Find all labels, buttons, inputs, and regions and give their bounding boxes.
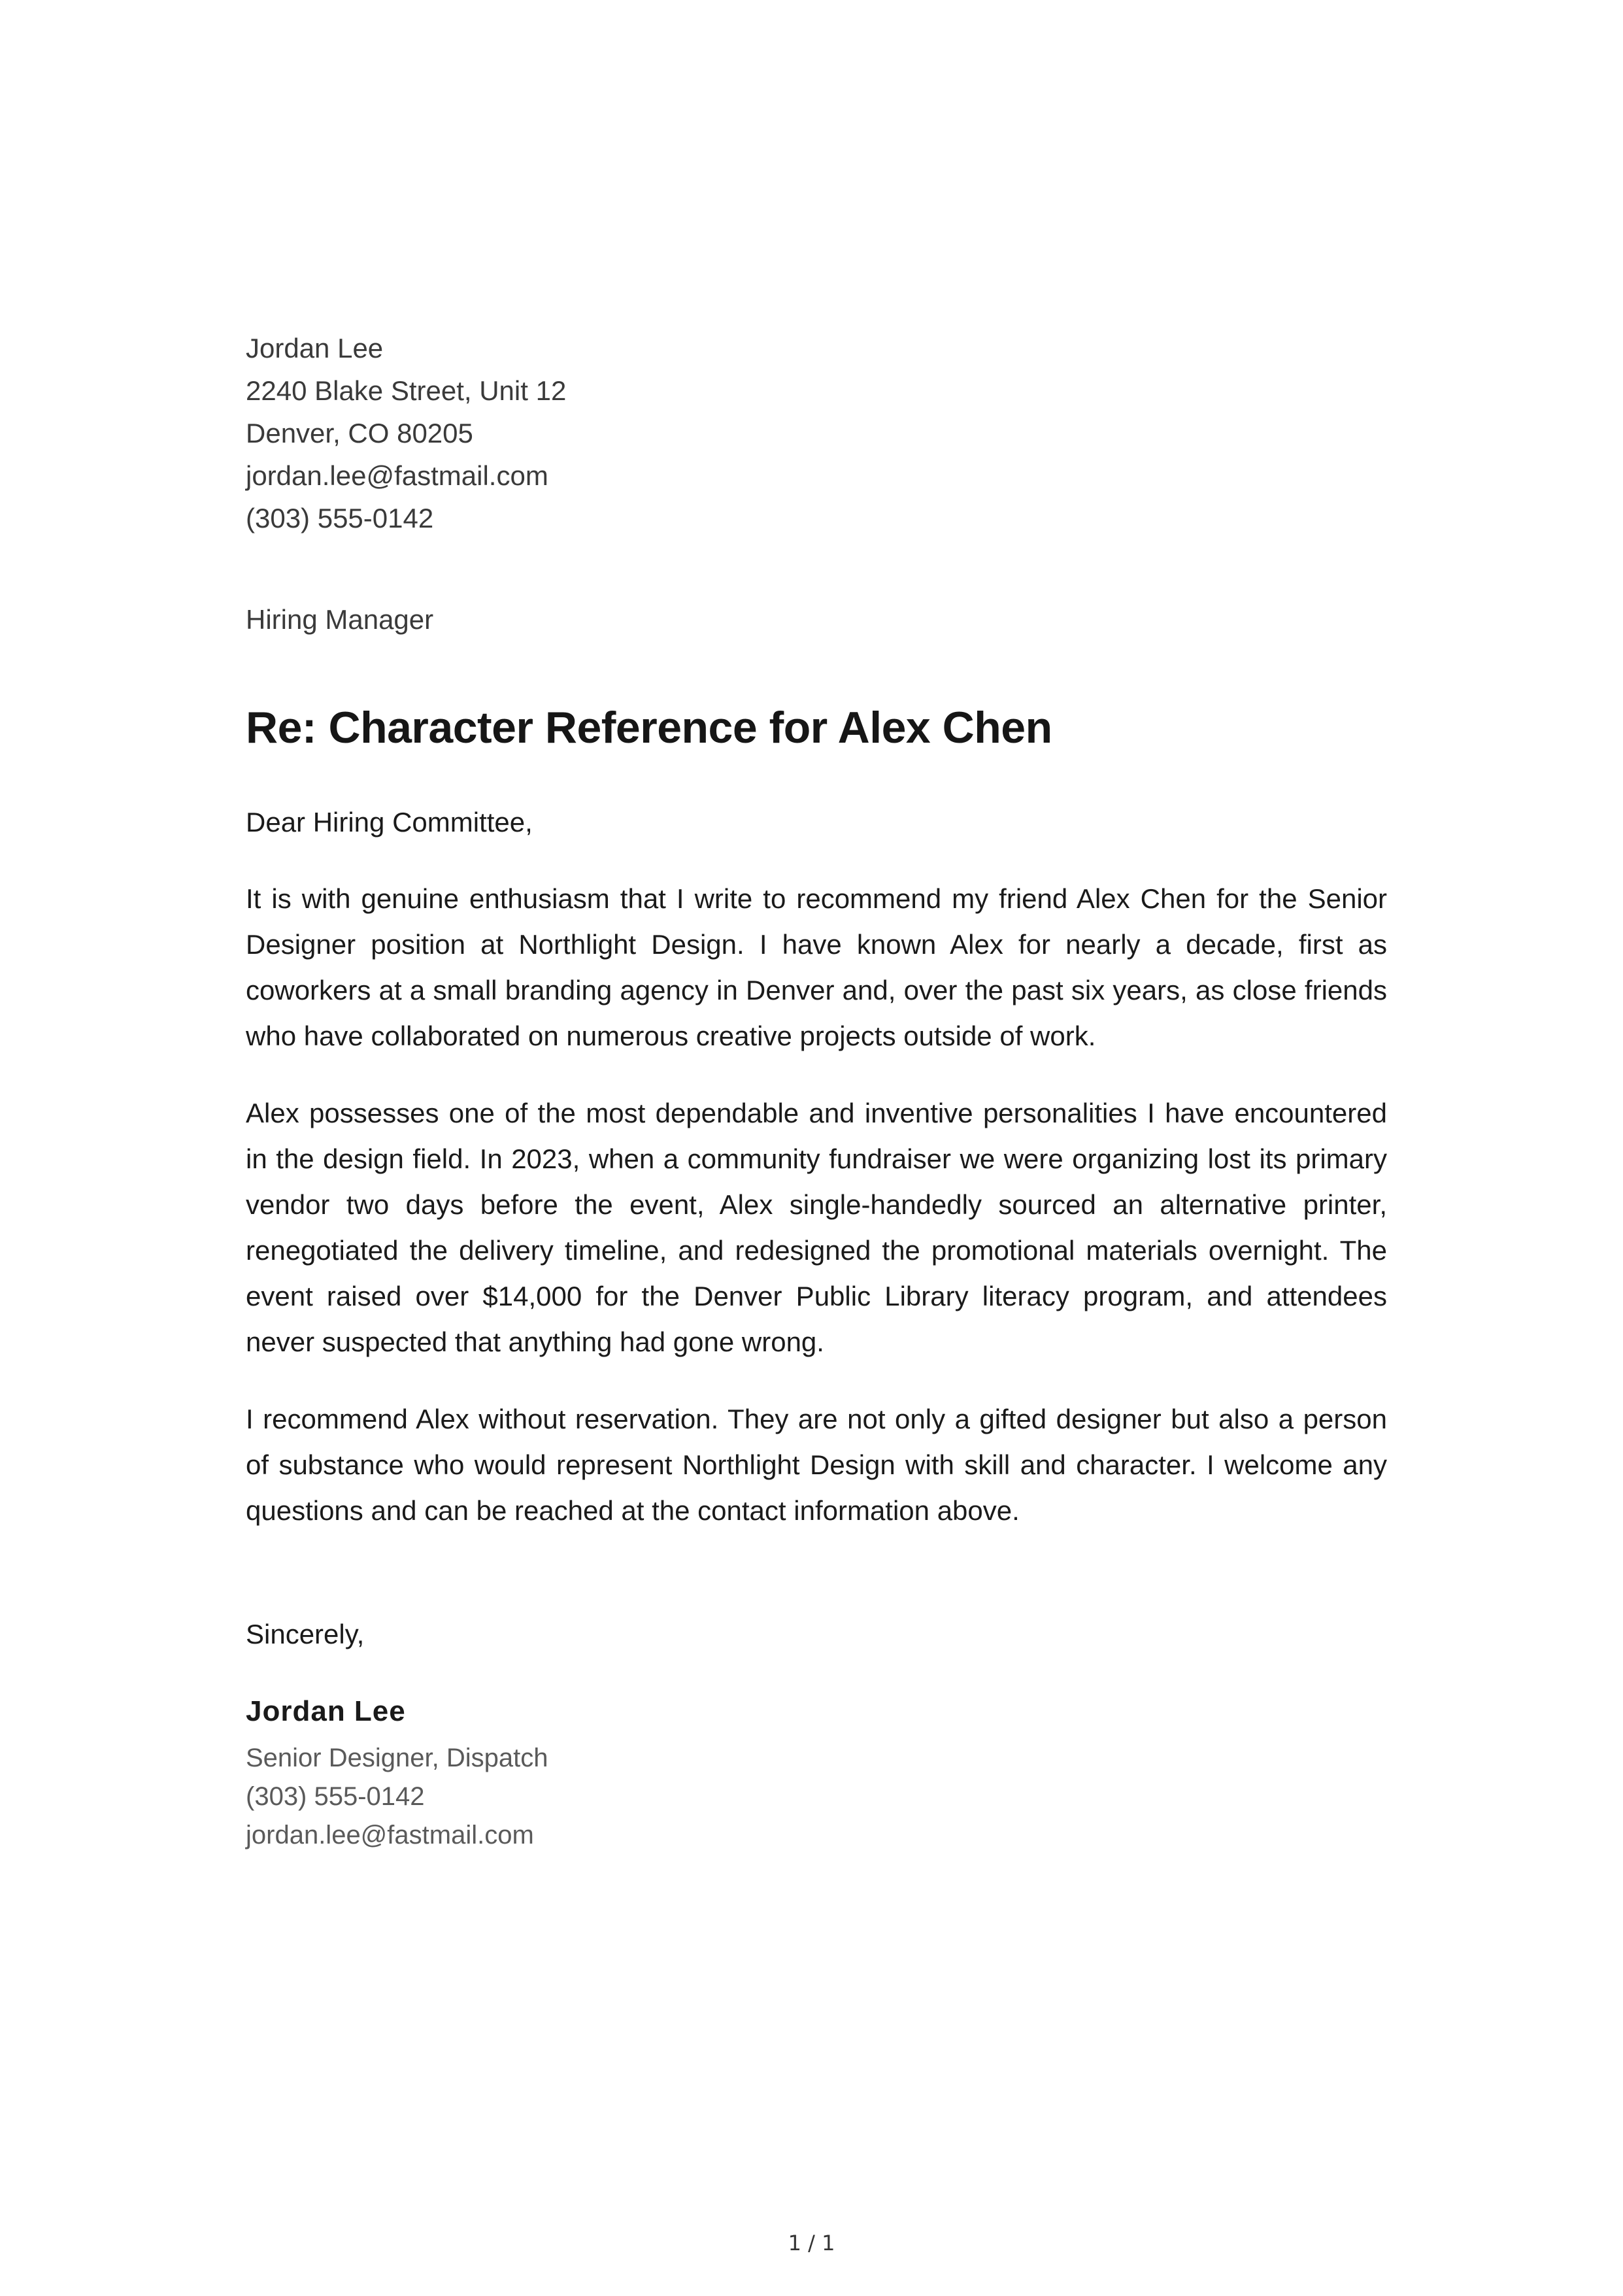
sender-address-block (246, 327, 1387, 539)
page-number: 1 / 1 (788, 2231, 835, 2255)
signature-details (246, 1739, 1387, 1855)
body-paragraph-3: I recommend Alex without reservation. They are not only a gifted designer but also a person of substance who would represent Northlight Design with skill and character. I welcome any questions and can be reached at the contact information above. (246, 1404, 1387, 1526)
signature-title: Senior Designer, Dispatch (246, 1744, 548, 1772)
salutation: Dear Hiring Committee, (246, 807, 533, 837)
subject-heading: Re: Character Reference for Alex Chen (246, 703, 1052, 752)
sender-name: Jordan Lee (246, 333, 384, 363)
letter-content (246, 327, 1387, 1855)
signature-name: Jordan Lee (246, 1695, 406, 1727)
signature-email: jordan.lee@fastmail.com (246, 1821, 534, 1849)
sender-phone: (303) 555-0142 (246, 503, 434, 533)
recipient-line: Hiring Manager (246, 604, 434, 635)
body-paragraph-2: Alex possesses one of the most dependable and inventive personalities I have encountered in the design field. In 2023, when a community fundraiser we were organizing lost its primary vendor two days before the event, Alex single-handedly sourced an alternative printer, renegotiated the delivery timeline, and redesigned the promotional materials overnight. The event raised over $14,000 for the Denver Public Library literacy program, and attendees never suspected that anything had gone wrong. (246, 1098, 1387, 1357)
signature-phone: (303) 555-0142 (246, 1782, 425, 1811)
sender-city-state-zip: Denver, CO 80205 (246, 418, 473, 448)
sender-email: jordan.lee@fastmail.com (246, 460, 548, 491)
body-paragraph-1: It is with genuine enthusiasm that I write to recommend my friend Alex Chen for the Senior Designer position at Northlight Design. I have known Alex for nearly a decade, first as coworkers at a small branding agency in Denver and, over the past six years, as close friends who have collaborated on numerous creative projects outside of work. (246, 883, 1387, 1051)
closing: Sincerely, (246, 1619, 365, 1649)
sender-street: 2240 Blake Street, Unit 12 (246, 375, 567, 406)
